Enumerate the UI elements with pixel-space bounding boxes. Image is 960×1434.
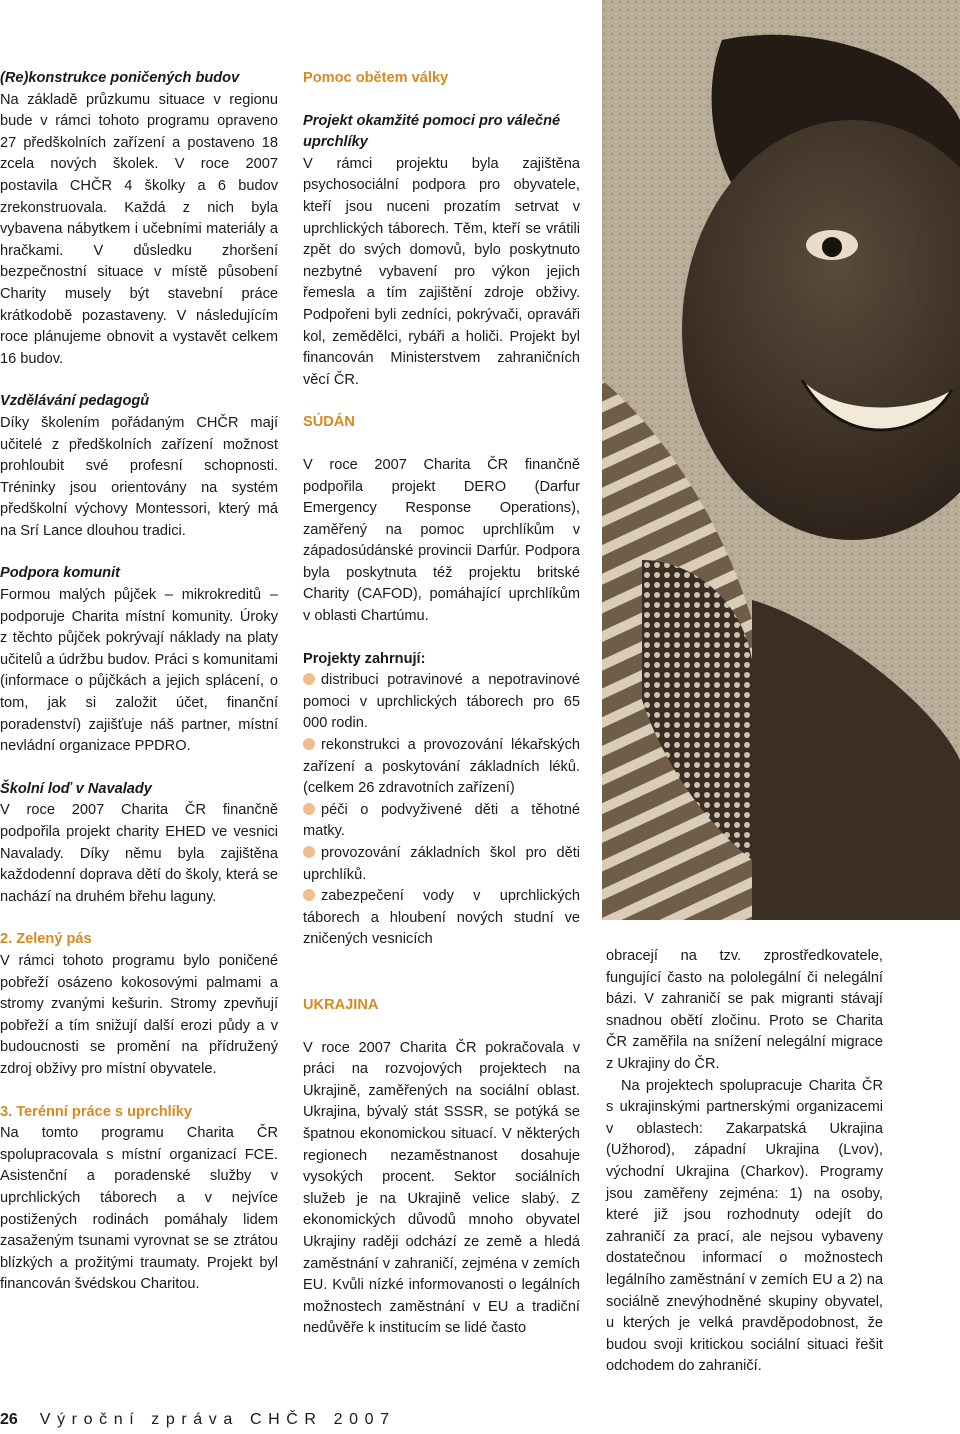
heading-school-boat: Školní loď v Navalady [0, 780, 152, 797]
heading-war-victims: Pomoc obětem války [303, 70, 449, 86]
bullet-item: péči o podvyživené děti a těhotné matky. [303, 801, 580, 840]
paragraph-ukraine: V roce 2007 Charita ČR pokračovala v práci na rozvojových projektech na Ukrajině, zaměřených na sociální oblast. Ukrajina, bývalý stát SSSR, se potýká se špatnou ekonomickou situací. V některých regionech nezaměstnanost dosahuje vysokých procent. Sektor sociálních služeb je na Ukrajině velice slabý. Z ekonomických důvodů mnoho obyvatel Ukrajiny raději odchází ze země a hledá zaměstnání v zahraničí, zejména v zemích EU. Kvůli nízké informovanosti o legálních možnostech zaměstnání v EU a tradiční nedůvěře k institucím se lidé často [303, 1039, 580, 1337]
heading-community: Podpora komunit [0, 565, 120, 582]
heading-green-belt: 2. Zelený pás [0, 931, 92, 948]
bullet-item: zabezpečení vody v uprchlických táborech a hloubení nových studní ve zničených vesnicích [303, 888, 580, 948]
column-right [606, 946, 883, 1378]
page-number: 26 [0, 1411, 18, 1428]
paragraph-migrants: obracejí na tzv. zprostředkovatele, fungující často na pololegální či nelegální bázi. V zahraničí se pak migranti stávají snadnou obětí zločinu. Proto se Charita ČR zaměřila na snížení nelegální migrace z Ukrajiny do ČR. [606, 948, 883, 1072]
heading-sudan: SÚDÁN [303, 414, 355, 431]
heading-projects: Projekty zahrnují: [303, 650, 426, 667]
bullet-icon [303, 738, 315, 750]
paragraph-sudan: V roce 2007 Charita ČR finančně podpořila projekt DERO (Darfur Emergency Response Operations), zaměřený na pomoc uprchlíkům v západosúdánské provincii Darfúr. Podpora byla poskytnuta též projektu britské Charity (CAFOD), pomáhající uprchlíkům v oblasti Chartúmu. [303, 456, 580, 625]
column-left [0, 68, 278, 1296]
bullet-icon [303, 803, 315, 815]
bullet-icon [303, 889, 315, 901]
heading-ukraine: UKRAJINA [303, 996, 379, 1013]
paragraph-reconstruction: Na základě průzkumu situace v regionu bude v rámci tohoto programu opraveno 27 předškolních zařízení a postaveno 18 zcela nových školek. V roce 2007 postavila CHČR 4 školky a 6 budov zrekonstruovala. Každá z nich byla vybavena nábytkem i učebními materiály a hračkami. V důsledku zhoršení bezpečnostní situace v místě působení Charity musely být stavební práce krátkodobě pozastaveny. V následujícím roce plánujeme obnovit a vystavět celkem 16 budov. [0, 91, 278, 367]
photo-smiling-child [602, 0, 960, 920]
paragraph-partners: Na projektech spolupracuje Charita ČR s ukrajinskými partnerskými organizacemi v oblastech: Zakarpatská Ukrajina (Užhorod), západní Ukrajina (Lvov), východní Ukrajina (Charkov). Programy jsou zaměřeny zejména: 1) na osoby, které již jsou rozhodnuty odejít do zahraničí za prací, ale nejsou vybaveny dostatečnou informací o možnostech legálního zaměstnání v zemích EU a 2) na sociálně znevýhodněné skupiny obyvatel, u kterých je velká pravděpodobnost, že budou svoji kritickou sociální situaci řešit odchodem do zahraničí. [606, 1077, 883, 1375]
column-middle [303, 68, 580, 1340]
page-footer [0, 1408, 396, 1432]
heading-refugees: 3. Terénní práce s uprchlíky [0, 1103, 192, 1120]
bullet-icon [303, 846, 315, 858]
bullet-item: provozování základních škol pro děti uprchlíků. [303, 845, 580, 883]
paragraph-war-victims: V rámci projektu byla zajištěna psychosociální podpora pro obyvatele, kteří jsou nuceni prozatím setrvat v uprchlických táborech. Těm, kteří se vrátili zpět do svých domovů, bylo poskytnuto nezbytné vybavení pro výkon jejich řemesla a tím zajištění zdroje obživy. Podpořeni byli zedníci, pokrývači, opraváři kol, zemědělci, rybáři a holiči. Projekt byl financován Ministerstvem zahraničních věcí ČR. [303, 155, 580, 388]
bullet-item: distribuci potravinové a nepotravinové pomoci v uprchlických táborech pro 65 000 rodin. [303, 672, 580, 732]
bullet-icon [303, 673, 315, 685]
bullet-item: rekonstrukci a provozování lékařských zařízení a poskytování základních léků. (celkem 26 zdravotních zařízení) [303, 737, 580, 797]
paragraph-refugees: Na tomto programu Charita ČR spolupracovala s místní organizací FCE. Asistenční a poradenské služby v uprchlických táborech a v nejvíce postižených rodinách pomáhaly lidem zasaženým tsunami vyrovnat se se ztrátou blízkých a prožitými traumaty. Projekt byl financován švédskou Charitou. [0, 1125, 278, 1293]
paragraph-teachers: Díky školením pořádaným CHČR mají učitelé z předškolních zařízení možnost prohloubit své profesní schopnosti. Tréninky jsou orientovány na systém předškolní výchovy Montessori, který má na Srí Lance dlouhou tradici. [0, 414, 278, 539]
paragraph-green-belt: V rámci tohoto programu bylo poničené pobřeží osázeno kokosovými palmami a stromy zvanými kešurin. Stromy zpevňují pobřeží a tím snižují další erozi půdy a v budoucnosti se promění na přídružený zdroj obživy pro místní obyvatele. [0, 952, 278, 1077]
paragraph-school-boat: V roce 2007 Charita ČR finančně podpořila projekt charity EHED ve vesnici Navalady. Díky němu byla zajištěna každodenní doprava dětí do školy, která se nachází na druhém břehu laguny. [0, 802, 278, 905]
subheading-war-refugees: Projekt okamžité pomoci pro válečné uprchlíky [303, 112, 561, 151]
heading-reconstruction: (Re)konstrukce poničených budov [0, 70, 240, 86]
heading-teachers: Vzdělávání pedagogů [0, 393, 150, 410]
publication-title: Výroční zpráva CHČR 2007 [39, 1411, 396, 1428]
paragraph-community: Formou malých půjček – mikrokreditů – podporuje Charita místní komunity. Úroky z těchto půjček pokrývají náklady na platy učitelů a údržbu budov. Práci s komunitami (informace o půjčkách a jejich splácení, o tom, jak si založit účet, finanční poradenství) zajišťuje náš partner, místní nevládní organizace PPDRO. [0, 587, 278, 755]
